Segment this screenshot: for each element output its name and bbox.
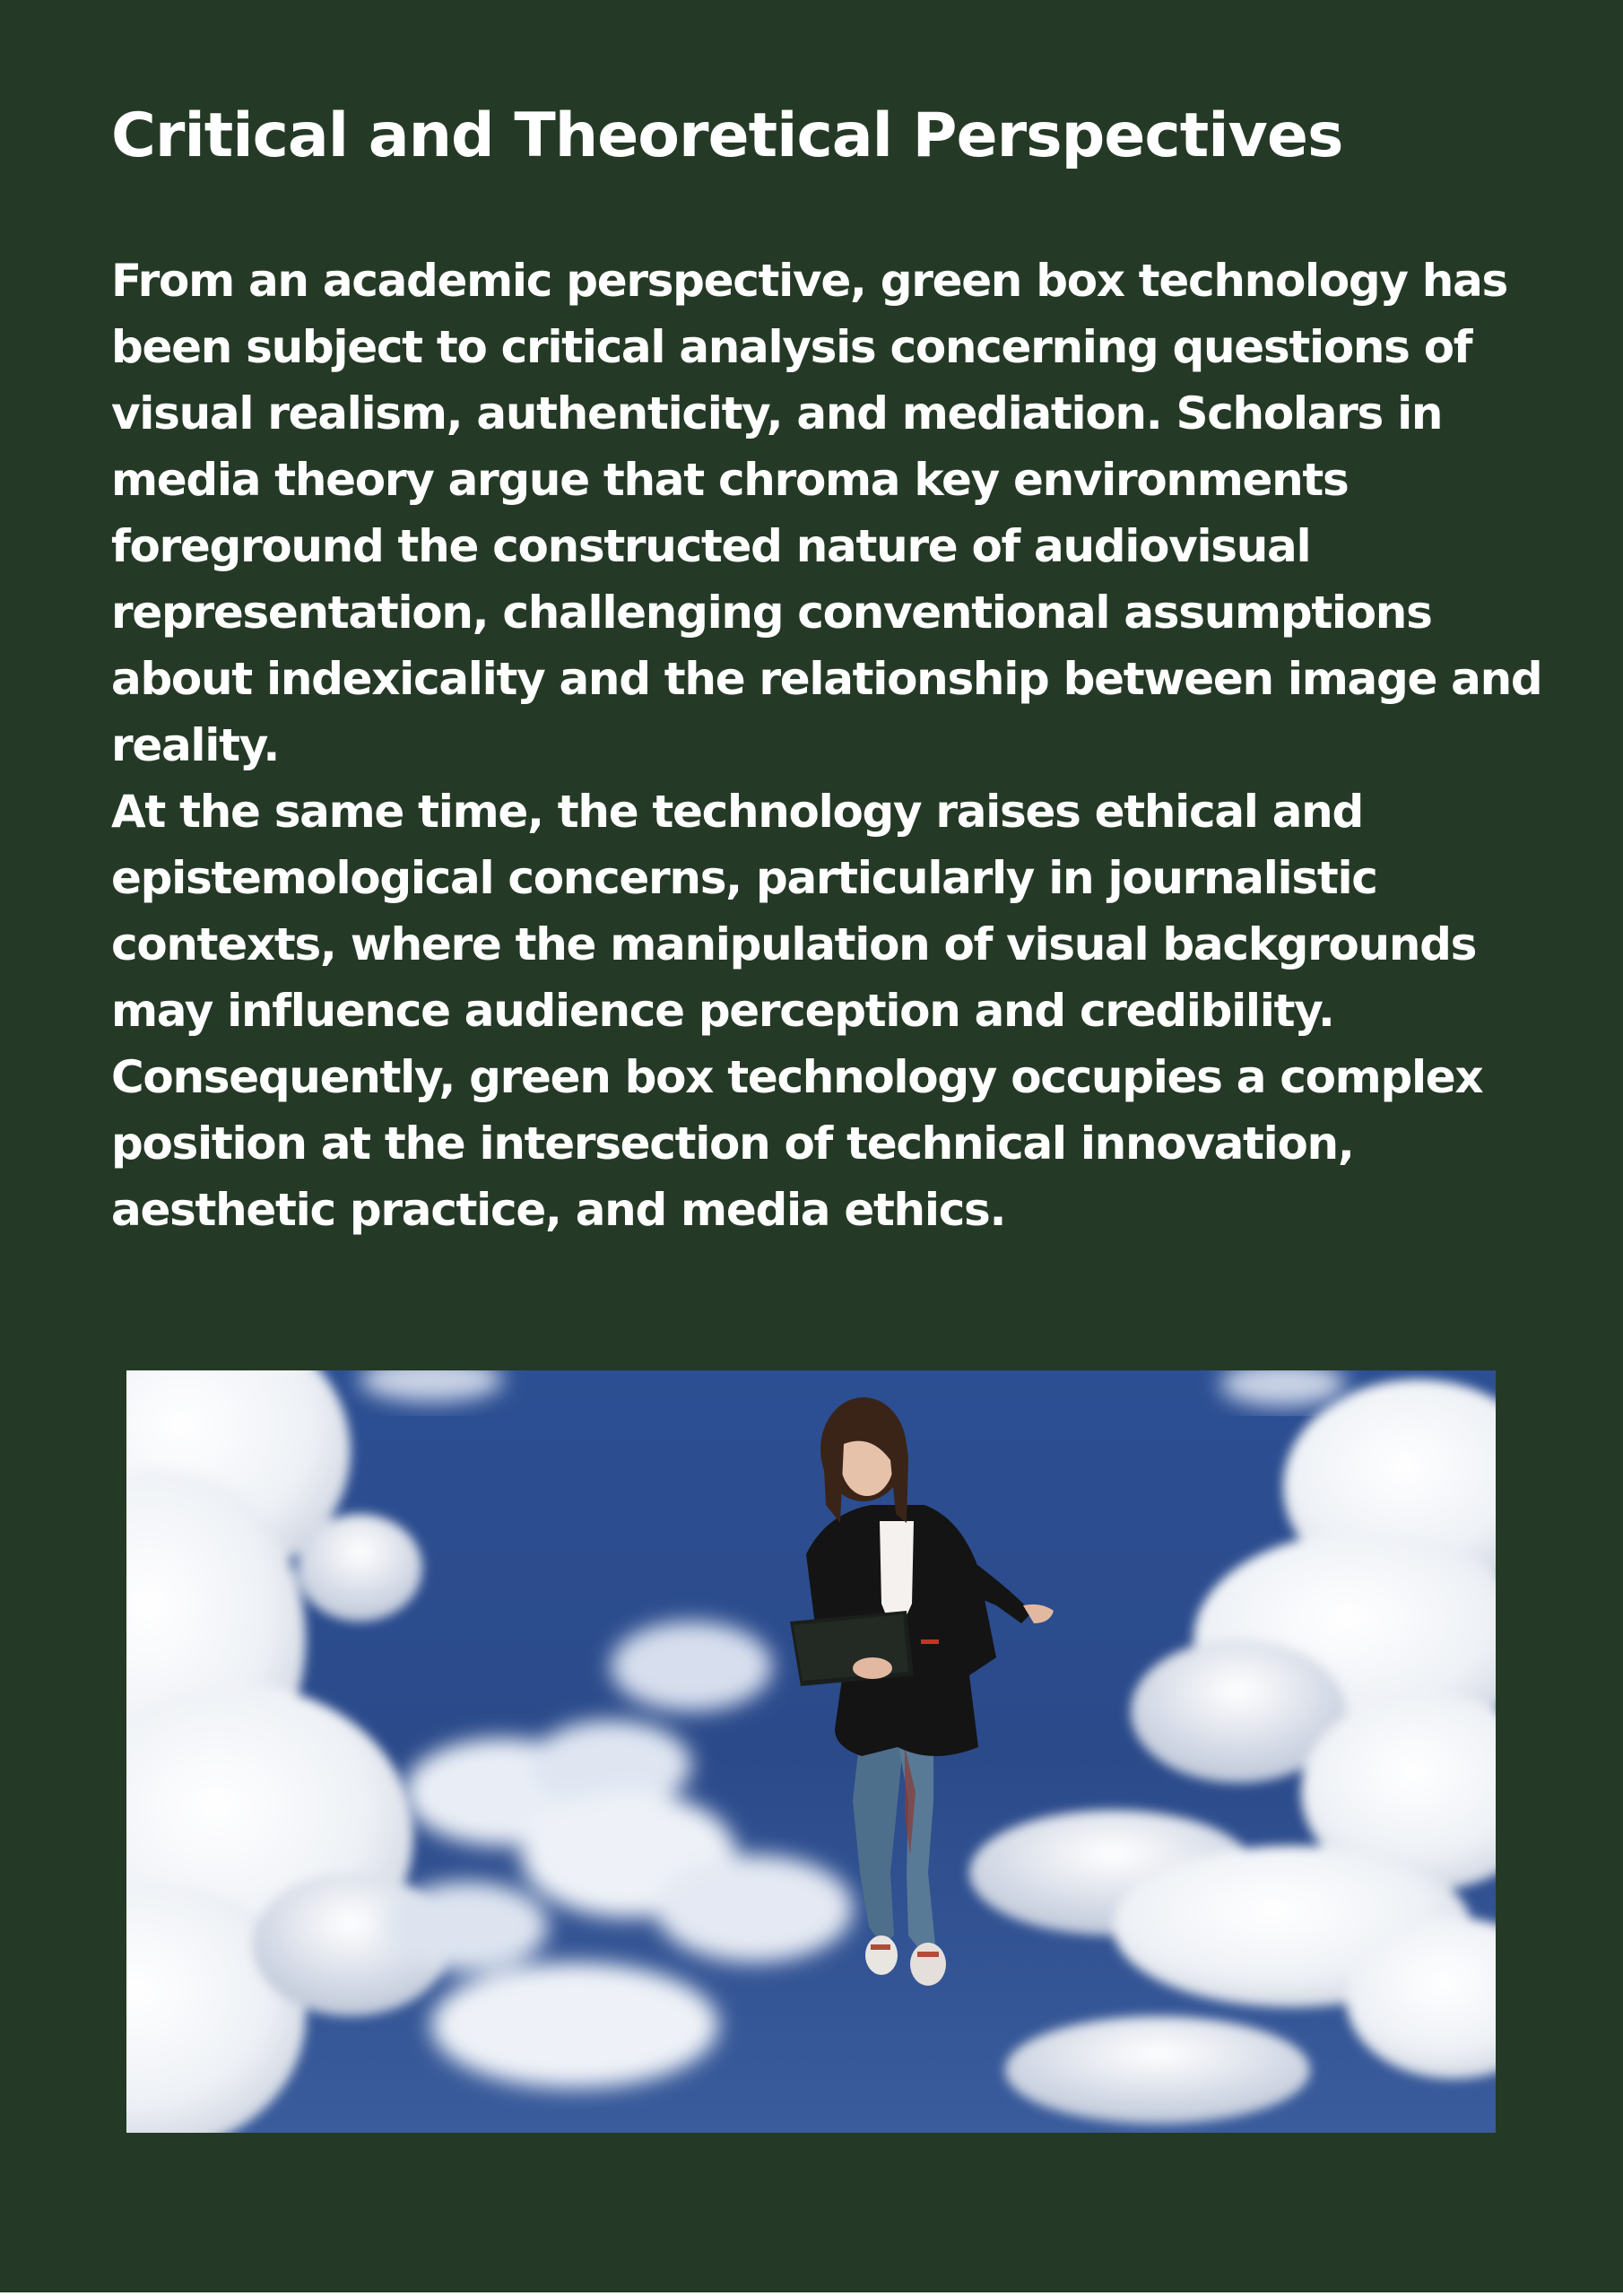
text-line: At the same time, the technology raises ethical and [111, 786, 1363, 838]
text-line: visual realism, authenticity, and mediation. Scholars in [111, 387, 1443, 439]
section-heading: Critical and Theoretical Perspectives [111, 100, 1343, 171]
sky-composite-photo [126, 1370, 1496, 2133]
text-line: representation, challenging conventional assumptions [111, 587, 1432, 639]
text-line: position at the intersection of technical innovation, [111, 1118, 1354, 1170]
text-line: epistemological concerns, particularly in journalistic [111, 852, 1377, 904]
text-line: Consequently, green box technology occupies a complex [111, 1051, 1483, 1103]
paragraph-1 [111, 248, 1564, 778]
text-line: media theory argue that chroma key environments [111, 454, 1349, 506]
photo-illustration [126, 1370, 1496, 2133]
body-text [111, 248, 1564, 1243]
paragraph-2 [111, 778, 1564, 1243]
text-line: may influence audience perception and credibility. [111, 985, 1334, 1037]
text-line: foreground the constructed nature of audiovisual [111, 520, 1311, 572]
text-line: been subject to critical analysis concerning questions of [111, 321, 1472, 373]
text-line: aesthetic practice, and media ethics. [111, 1184, 1006, 1236]
text-line: reality. [111, 719, 280, 771]
text-line: about indexicality and the relationship between image and [111, 653, 1542, 705]
text-line: contexts, where the manipulation of visual backgrounds [111, 918, 1477, 970]
text-line: From an academic perspective, green box technology has [111, 255, 1507, 307]
